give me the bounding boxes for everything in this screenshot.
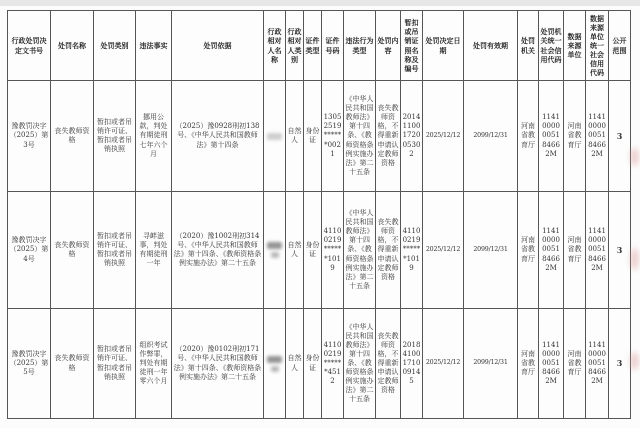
header-doc-no: 行政处罚决定文书号	[8, 11, 51, 81]
header-penalty-basis: 处罚依据	[172, 11, 264, 81]
header-violation-type: 违法行为类型	[344, 11, 376, 81]
cell-cert-type: 身份证	[304, 309, 322, 419]
header-penalty-category: 处罚类别	[94, 11, 136, 81]
header-public-scope: 公开范围	[609, 11, 631, 81]
cell-party-type: 自然人	[286, 192, 304, 309]
cell-violation-type: 《中华人民共和国教师法》第十四条、《教师资格条例实施办法》第二十五条	[344, 192, 376, 309]
header-penalty-content: 处罚内容	[376, 11, 401, 81]
header-authority-code: 处罚机关统一社会信用代码	[539, 11, 564, 81]
cell-penalty-content: 丧失教师资格，不得重新申请认定教师资格	[376, 192, 401, 309]
cell-authority: 河南省教育厅	[518, 309, 539, 419]
redacted-name-blur	[267, 242, 282, 249]
table-row	[8, 192, 631, 309]
cell-authority: 河南省教育厅	[518, 192, 539, 309]
header-license-no: 暂扣或吊销证照名称及编号	[401, 11, 423, 81]
cell-party-name	[264, 192, 286, 309]
cell-illegal-fact: 寻衅滋事，判处有期徒刑一年	[136, 192, 172, 309]
cell-license-no: 41100219******1019	[401, 192, 423, 309]
cell-cert-no: 13052519******0021	[322, 81, 344, 192]
cell-penalty-basis: （2020）豫0102刑初171号、《中华人民共和国教师法》第十四条、《教师资格条例实施办法》第二十五条	[172, 309, 264, 419]
penalty-table	[7, 10, 631, 419]
cell-penalty-name: 丧失教师资格	[51, 81, 94, 192]
cell-valid-until: 2099/12/31	[464, 81, 518, 192]
cell-authority-code: 11410000005184662M	[539, 192, 564, 309]
cell-doc-no: 豫教罚决字（2025）第4号	[8, 192, 51, 309]
redacted-name-blur	[271, 252, 279, 258]
cell-public-scope: 3	[609, 192, 631, 309]
header-illegal-fact: 违法事实	[136, 11, 172, 81]
cell-penalty-content: 丧失教师资格，不得重新申请认定教师资格	[376, 309, 401, 419]
cell-cert-type: 身份证	[304, 192, 322, 309]
redacted-name-blur	[271, 366, 279, 372]
cell-penalty-name: 丧失教师资格	[51, 309, 94, 419]
cell-penalty-category: 暂扣或者吊销许可证、暂扣或者吊销执照	[94, 81, 136, 192]
cell-violation-type: 《中华人民共和国教师法》第十四条、《教师资格条例实施办法》第二十五条	[344, 309, 376, 419]
cell-penalty-basis: （2020）豫1002刑初314号、《中华人民共和国教师法》第十四条、《教师资格条例实施办法》第二十五条	[172, 192, 264, 309]
cell-cert-type: 身份证	[304, 81, 322, 192]
cell-license-no: 20141100172005302	[401, 81, 423, 192]
cell-party-type: 自然人	[286, 81, 304, 192]
seal-smudge	[630, 248, 639, 270]
header-valid-until: 处罚有效期	[464, 11, 518, 81]
cell-source-code: 11410000005184662M	[586, 309, 609, 419]
cell-source-unit: 河南省教育厅	[564, 192, 586, 309]
cell-license-no: 20184100171009145	[401, 309, 423, 419]
header-source-code: 数据来源单位统一社会信用代码	[586, 11, 609, 81]
cell-penalty-category: 暂扣或者吊销许可证、暂扣或者吊销执照	[94, 192, 136, 309]
cell-penalty-name: 丧失教师资格	[51, 192, 94, 309]
cell-source-code: 11410000005184662M	[586, 192, 609, 309]
header-row	[8, 11, 631, 81]
cell-authority-code: 11410000005184662M	[539, 309, 564, 419]
cell-party-name	[264, 309, 286, 419]
cell-decision-date: 2025/12/12	[423, 309, 464, 419]
seal-smudge	[630, 352, 639, 370]
cell-party-type: 自然人	[286, 309, 304, 419]
cell-valid-until: 2099/12/31	[464, 309, 518, 419]
header-cert-type: 证件类型	[304, 11, 322, 81]
cell-illegal-fact: 挪用公款，判处有期徒刑七年六个月	[136, 81, 172, 192]
seal-smudge	[630, 148, 639, 166]
cell-decision-date: 2025/12/12	[423, 192, 464, 309]
top-gray-strip	[0, 0, 640, 6]
cell-valid-until: 2099/12/31	[464, 192, 518, 309]
cell-source-unit: 河南省教育厅	[564, 81, 586, 192]
cell-cert-no: 41100219******4512	[322, 309, 344, 419]
cell-illegal-fact: 组织考试作弊罪，判处有期徒刑一年零六个月	[136, 309, 172, 419]
cell-penalty-basis: （2025）豫0928刑初138号、《中华人民共和国教师法》第十四条	[172, 81, 264, 192]
cell-doc-no: 豫教罚决字（2025）第5号	[8, 309, 51, 419]
table-row	[8, 81, 631, 192]
header-authority: 处罚机关	[518, 11, 539, 81]
cell-penalty-category: 暂扣或者吊销许可证、暂扣或者吊销执照	[94, 309, 136, 419]
cell-penalty-content: 丧失教师资格，不得重新申请认定教师资格	[376, 81, 401, 192]
cell-cert-no: 41100219******1019	[322, 192, 344, 309]
redacted-name-blur	[267, 356, 282, 363]
cell-party-name	[264, 81, 286, 192]
header-cert-no: 证件号码	[322, 11, 344, 81]
cell-public-scope: 3	[609, 81, 631, 192]
cell-authority: 河南省教育厅	[518, 81, 539, 192]
header-decision-date: 处罚决定日期	[423, 11, 464, 81]
cell-authority-code: 11410000005184662M	[539, 81, 564, 192]
header-source-unit: 数据来源单位	[564, 11, 586, 81]
cell-violation-type: 《中华人民共和国教师法》第十四条、《教师资格条例实施办法》第二十五条	[344, 81, 376, 192]
header-penalty-name: 处罚名称	[51, 11, 94, 81]
redacted-name-blur	[267, 133, 282, 140]
header-party-name: 行政相对人名称	[264, 11, 286, 81]
cell-source-code: 11410000005184662M	[586, 81, 609, 192]
cell-doc-no: 豫教罚决字（2025）第3号	[8, 81, 51, 192]
header-party-type: 行政相对人类别	[286, 11, 304, 81]
cell-public-scope: 3	[609, 309, 631, 419]
table-row	[8, 309, 631, 419]
cell-source-unit: 河南省教育厅	[564, 309, 586, 419]
cell-decision-date: 2025/12/12	[423, 81, 464, 192]
